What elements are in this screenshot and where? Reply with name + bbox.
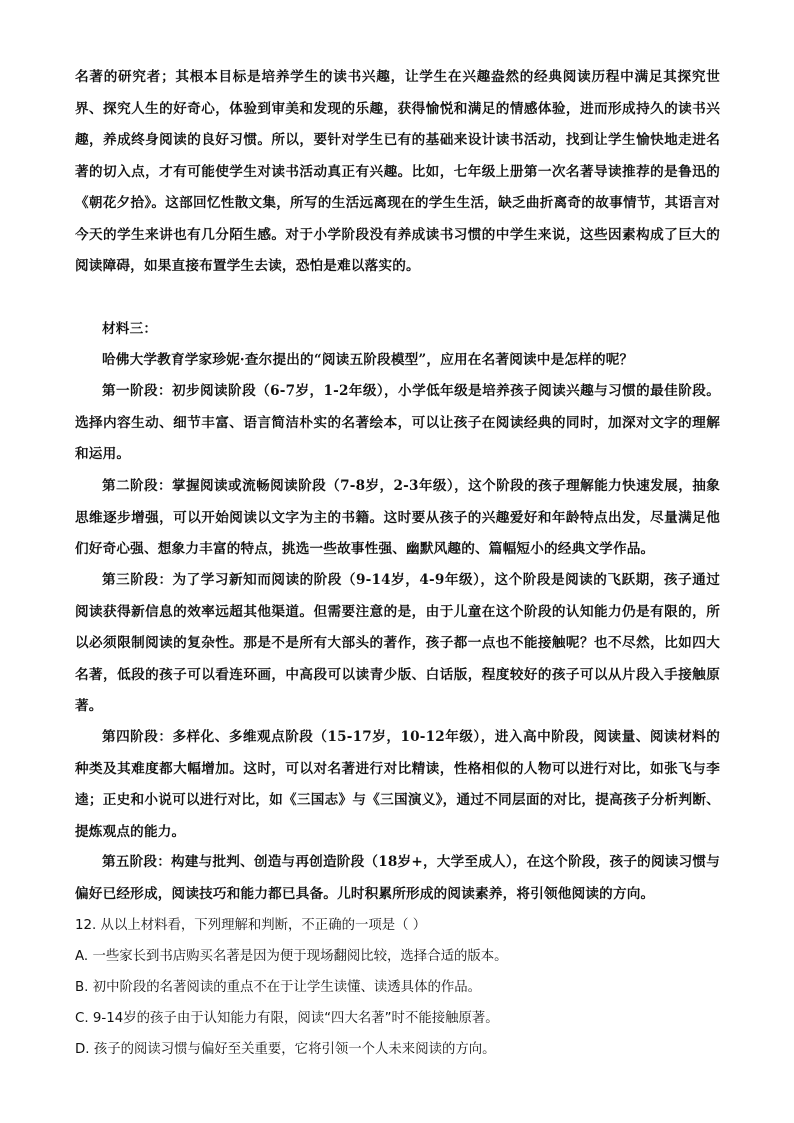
material3-heading: 材料三： [102,321,158,337]
paragraph-material2-end: 名著的研究者；其根本目标是培养学生的读书兴趣，让学生在兴趣盎然的经典阅读历程中满足其探究世界、探究人生的好奇心，体验到审美和发现的乐趣，获得愉悦和满足的情感体验，进而形成持久的读书兴趣，养成终身阅读的良好习惯。所以，要针对学生已有的基础来设计读书活动，找到让学生愉快地走进名著的切入点，才有可能使学生对读书活动真正有兴趣。比如，七年级上册第一次名著导读推荐的是鲁迅的《朝花夕拾》。这部回忆性散文集，所写的生活远离现在的学生生活，缺乏曲折离奇的故事情节，其语言对今天的学生来讲也有几分陌生感。对于小学阶段没有养成读书习惯的中学生来说，这些因素构成了巨大的阅读障碍，如果直接布置学生去读，恐怕是难以落实的。 [75,69,720,274]
stage2-paragraph: 第二阶段：掌握阅读或流畅阅读阶段（7-8岁，2-3年级），这个阶段的孩子理解能力快速发展，抽象思维逐步增强，可以开始阅读以文字为主的书籍。这时要从孩子的兴趣爱好和年龄特点出发，尽量满足他们好奇心强、想象力丰富的特点，挑选一些故事性强、幽默风趣的、篇幅短小的经典文学作品。 [75,478,720,557]
material3-intro: 哈佛大学教育学家珍妮·查尔提出的“阅读五阶段模型”，应用在名著阅读中是怎样的呢？ [102,352,634,368]
option-a: A. 一些家长到书店购买名著是因为便于现场翻阅比较，选择合适的版本。 [75,949,508,964]
stage5-paragraph: 第五阶段：构建与批判、创造与再创造阶段（18岁+，大学至成人），在这个阶段，孩子的阅读习惯与偏好已经形成，阅读技巧和能力都已具备。儿时积累所形成的阅读素养，将引领他阅读的方向。 [75,854,720,902]
stage4-paragraph: 第四阶段：多样化、多维观点阶段（15-17岁，10-12年级），进入高中阶段，阅读量、阅读材料的种类及其难度都大幅增加。这时，可以对名著进行对比精读，性格相似的人物可以进行对比，如张飞与李逵；正史和小说可以进行对比，如《三国志》与《三国演义》，通过不同层面的对比，提高孩子分析判断、提炼观点的能力。 [75,729,720,840]
option-b: B. 初中阶段的名著阅读的重点不在于让学生读懂、读透具体的作品。 [75,980,482,995]
option-c: C. 9-14岁的孩子由于认知能力有限，阅读“四大名著”时不能接触原著。 [75,1011,499,1026]
stage1-paragraph: 第一阶段：初步阅读阶段（6-7岁，1-2年级），小学低年级是培养孩子阅读兴趣与习惯的最佳阶段。选择内容生动、细节丰富、语言简洁朴实的名著绘本，可以让孩子在阅读经典的同时，加深对文字的理解和运用。 [75,383,720,462]
stage3-paragraph: 第三阶段：为了学习新知而阅读的阶段（9-14岁，4-9年级），这个阶段是阅读的飞跃期，孩子通过阅读获得新信息的效率远超其他渠道。但需要注意的是，由于儿童在这个阶段的认知能力仍是有限的，所以必须限制阅读的复杂性。那是不是所有大部头的著作，孩子都一点也不能接触呢？也不尽然，比如四大名著，低段的孩子可以看连环画，中高段可以读青少版、白话版，程度较好的孩子可以从片段入手接触原著。 [75,572,720,714]
option-d: D. 孩子的阅读习惯与偏好至关重要，它将引领一个人未来阅读的方向。 [75,1042,496,1057]
question-stem: 12. 从以上材料看，下列理解和判断，不正确的一项是（ ） [75,918,427,933]
